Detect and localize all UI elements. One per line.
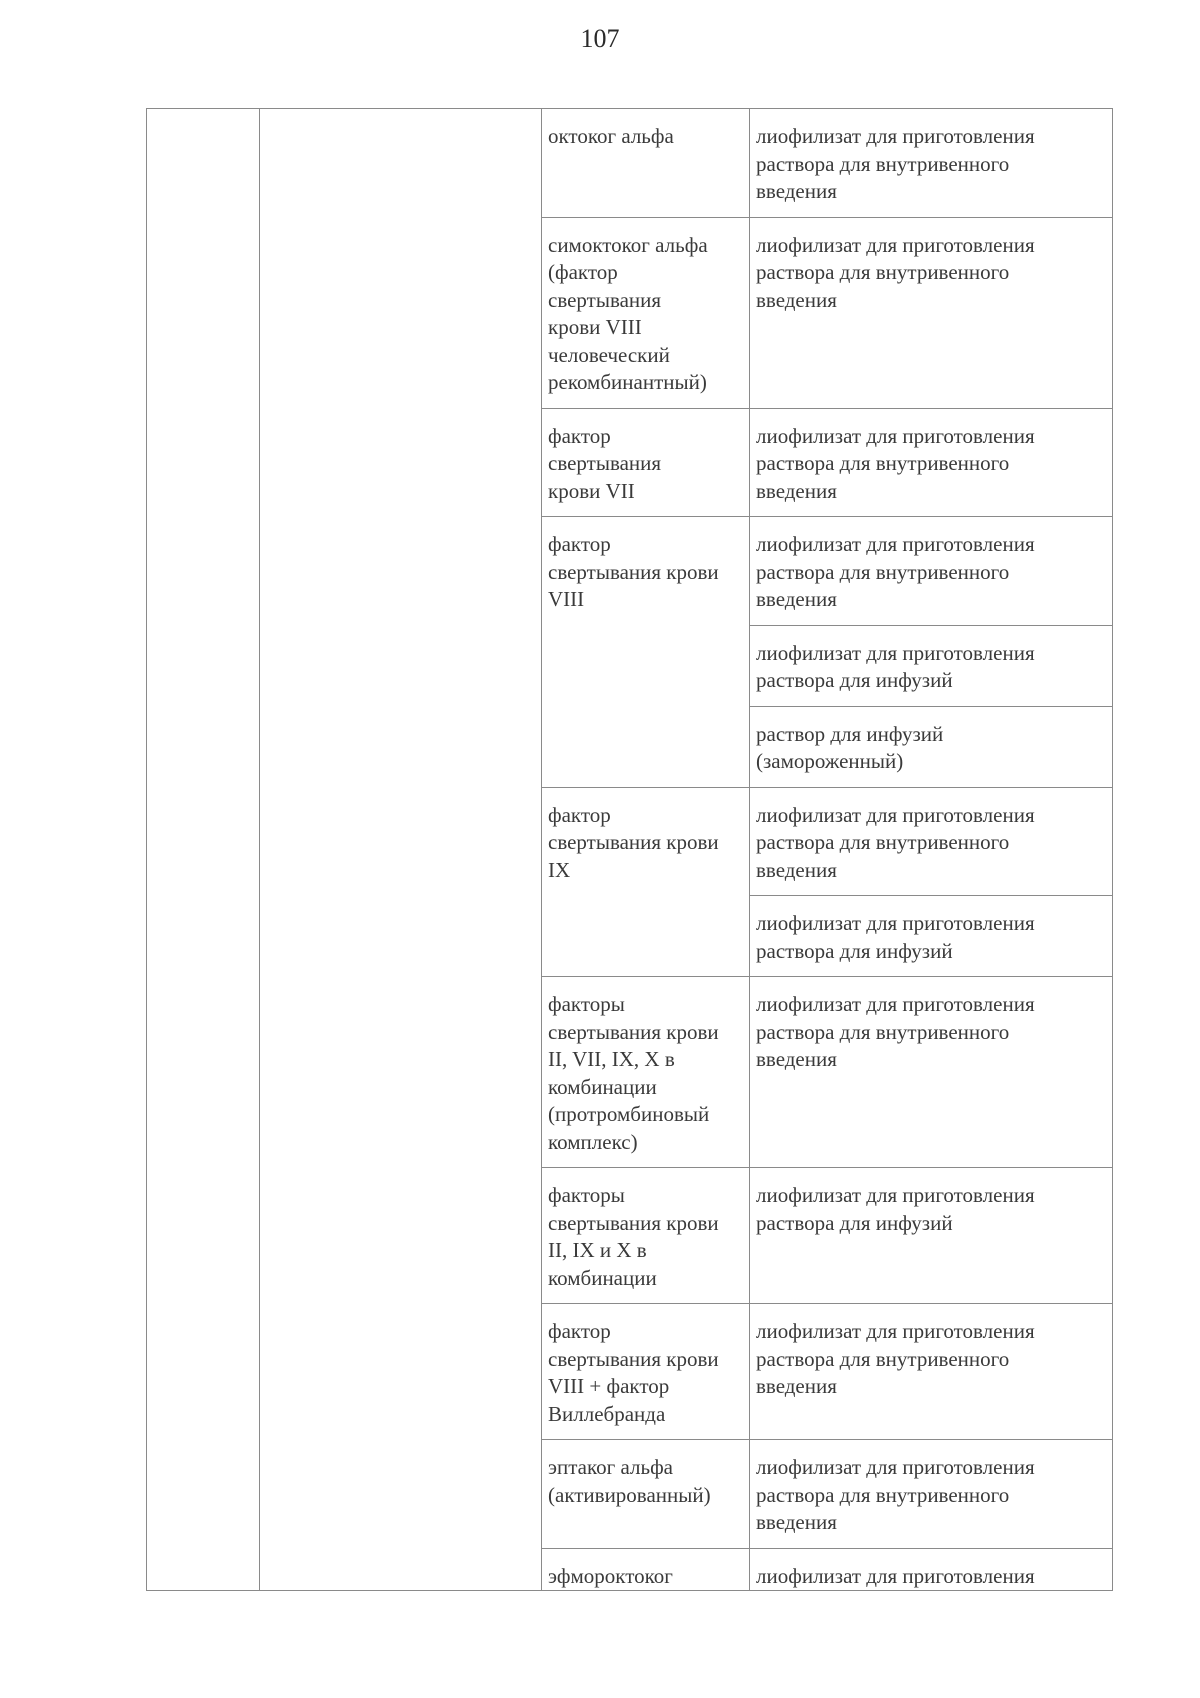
drug-name-cell bbox=[542, 517, 750, 788]
dosage-form-cell bbox=[750, 706, 1113, 787]
dosage-form: лиофилизат для приготовления раствора для внутривенного введения bbox=[756, 1455, 1035, 1534]
drug-name-cell bbox=[542, 408, 750, 517]
dosage-form: лиофилизат для приготовления раствора для внутривенного введения bbox=[756, 1319, 1035, 1398]
table-row bbox=[147, 109, 1113, 218]
dosage-form: лиофилизат для приготовления раствора для внутривенного введения bbox=[756, 992, 1035, 1071]
dosage-form-cell bbox=[750, 896, 1113, 977]
dosage-form: лиофилизат для приготовления раствора для инфузий bbox=[756, 911, 1035, 963]
empty-group-column bbox=[260, 109, 542, 1591]
drug-name: факторы свертывания крови II, IX и X в комбинации bbox=[548, 1183, 719, 1290]
dosage-form: лиофилизат для приготовления раствора для внутривенного введения bbox=[756, 423, 1035, 503]
drug-name: эптаког альфа (активированный) bbox=[548, 1455, 711, 1507]
dosage-form-cell bbox=[750, 517, 1113, 626]
drug-name: октоког альфа bbox=[548, 124, 674, 148]
dosage-form: лиофилизат для приготовления bbox=[756, 1563, 1035, 1588]
dosage-form-cell bbox=[750, 787, 1113, 896]
drug-name-cell bbox=[542, 1440, 750, 1549]
drug-name-cell bbox=[542, 1304, 750, 1440]
dosage-form: лиофилизат для приготовления раствора для внутривенного введения bbox=[756, 232, 1035, 312]
dosage-form-cell bbox=[750, 1440, 1113, 1549]
dosage-form: лиофилизат для приготовления раствора для инфузий bbox=[756, 640, 1035, 692]
dosage-form-cell bbox=[750, 1168, 1113, 1304]
page-number: 107 bbox=[580, 24, 620, 53]
drug-name: фактор свертывания крови VIII bbox=[548, 532, 719, 611]
dosage-form: раствор для инфузий (замороженный) bbox=[756, 721, 944, 773]
dosage-form: лиофилизат для приготовления раствора для внутривенного введения bbox=[756, 802, 1035, 882]
dosage-form-cell bbox=[750, 625, 1113, 706]
drug-name: факторы свертывания крови II, VII, IX, X в комбинации (протромбиновый комплекс) bbox=[548, 992, 719, 1154]
dosage-form: лиофилизат для приготовления раствора для внутривенного введения bbox=[756, 124, 1035, 203]
dosage-form-cell bbox=[750, 1304, 1113, 1440]
dosage-form-cell bbox=[750, 408, 1113, 517]
drug-name-cell bbox=[542, 787, 750, 977]
drug-name: фактор свертывания крови VIII + фактор Виллебранда bbox=[548, 1319, 719, 1426]
drug-name-cell bbox=[542, 1168, 750, 1304]
drug-name-cell bbox=[542, 217, 750, 408]
drug-name-cell bbox=[542, 109, 750, 218]
drug-name: фактор свертывания крови IX bbox=[548, 802, 719, 882]
empty-number-column bbox=[147, 109, 260, 1591]
dosage-form-cell bbox=[750, 109, 1113, 218]
drug-table bbox=[146, 108, 1113, 1591]
dosage-form-cell bbox=[750, 217, 1113, 408]
drug-name: фактор свертывания крови VII bbox=[548, 423, 662, 503]
drug-name-cell bbox=[542, 977, 750, 1168]
dosage-form-cell bbox=[750, 977, 1113, 1168]
drug-name-cell bbox=[542, 1548, 750, 1591]
dosage-form-cell bbox=[750, 1548, 1113, 1591]
drug-name: симоктоког альфа (фактор свертывания крови VIII человеческий рекомбинантный) bbox=[548, 232, 708, 394]
dosage-form: лиофилизат для приготовления раствора для инфузий bbox=[756, 1183, 1035, 1235]
dosage-form: лиофилизат для приготовления раствора для внутривенного введения bbox=[756, 532, 1035, 611]
drug-name: эфмороктоког bbox=[548, 1563, 673, 1588]
